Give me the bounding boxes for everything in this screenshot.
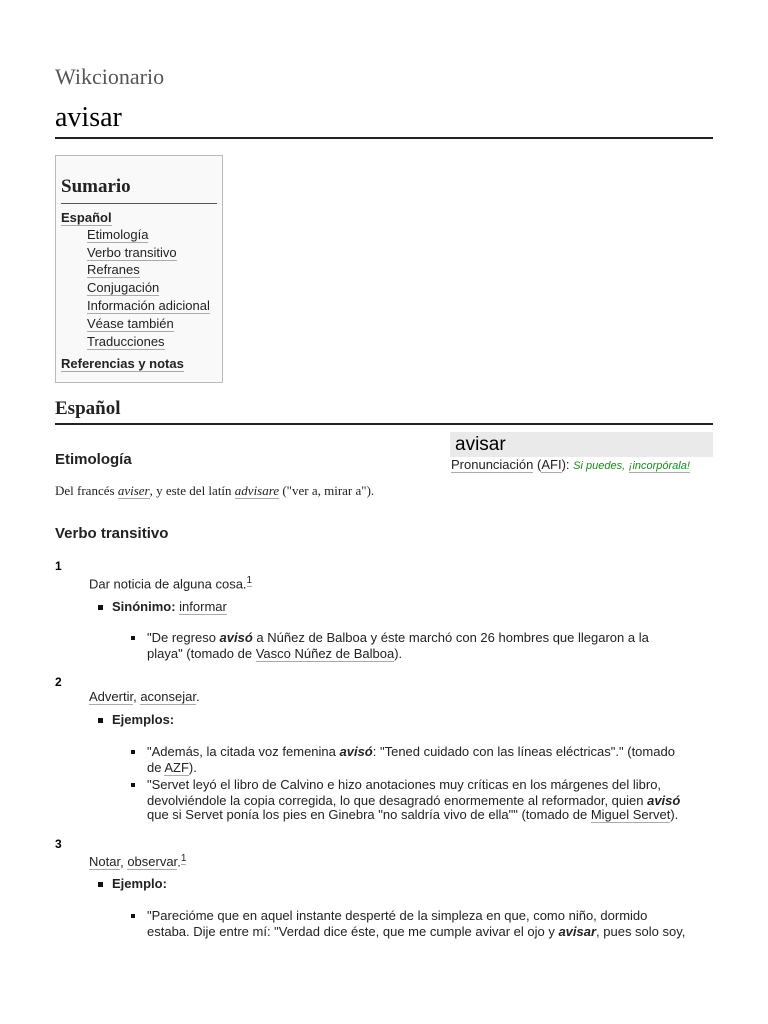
title-divider — [55, 137, 713, 139]
toc-item-espanol[interactable]: Español — [61, 210, 112, 225]
etymology-link-aviser[interactable]: aviser — [117, 483, 150, 498]
example-label — [112, 876, 167, 892]
toc-item-etimologia[interactable]: Etimología — [87, 227, 149, 242]
definition-end: . — [195, 689, 200, 704]
synonym-link-informar[interactable]: informar — [179, 599, 227, 614]
example-text: ). — [394, 646, 403, 661]
example-text: playa" (tomado de — [147, 646, 256, 661]
example-text: estaba. Dije entre mí: "Verdad dice éste, que me cumple avivar el ojo y — [147, 924, 559, 939]
example-text: "De regreso — [147, 630, 220, 645]
etymology-part: , y este del latín — [149, 483, 235, 498]
definition-end: . — [177, 854, 181, 870]
verb-heading: Verbo transitivo — [55, 525, 169, 542]
example-label-text: Ejemplo: — [112, 876, 167, 891]
example-1-line-1 — [147, 630, 649, 646]
sense-number-2: 2 — [55, 675, 62, 689]
pronunciation-link[interactable]: Pronunciación — [451, 457, 534, 472]
example-highlight: avisar — [558, 924, 597, 939]
bullet — [98, 605, 103, 610]
definition-link-aconsejar[interactable]: aconsejar — [140, 689, 196, 704]
example-highlight: avisó — [647, 793, 681, 808]
bullet — [131, 914, 135, 918]
example-2a-line-1 — [147, 744, 675, 760]
reference-link[interactable]: 1 — [180, 853, 187, 864]
examples-label-text: Ejemplos: — [112, 712, 175, 727]
example-text: ). — [670, 807, 679, 822]
source-link-vasco[interactable]: Vasco Núñez de Balboa — [255, 646, 395, 661]
pronunciation-hint: Si puedes, — [573, 460, 626, 472]
toc-item-informacion-adicional[interactable]: Información adicional — [87, 298, 210, 313]
definition-link-notar[interactable]: Notar — [89, 854, 121, 870]
sense-number-1: 1 — [55, 559, 62, 573]
separator: , — [120, 854, 128, 870]
example-2b-line-3 — [147, 807, 678, 823]
synonym-label: Sinónimo: — [112, 599, 176, 614]
etymology-text — [55, 483, 374, 499]
page-title: avisar — [55, 102, 122, 133]
example-text: devolviéndole la copia corregida, lo que desagradó enormemente al reformador, quien — [147, 793, 648, 808]
example-2a-line-2 — [147, 760, 197, 776]
bullet — [131, 783, 135, 787]
example-highlight: avisó — [339, 744, 373, 759]
toc-item-referencias[interactable]: Referencias y notas — [61, 356, 184, 371]
toc-divider — [61, 203, 217, 204]
toc-item-verbo-transitivo[interactable]: Verbo transitivo — [87, 245, 177, 260]
toc-title: Sumario — [61, 176, 131, 197]
example-text: a Núñez de Balboa y éste marchó con 26 hombres que llegaron a la — [252, 630, 649, 645]
definition-link-observar[interactable]: observar — [127, 854, 178, 870]
sense-definition-2 — [89, 689, 200, 704]
example-text: de — [147, 760, 165, 775]
examples-label — [112, 712, 174, 728]
infobox-header — [450, 432, 713, 457]
contribute-link[interactable]: ¡incorpórala! — [628, 460, 690, 472]
language-divider — [55, 423, 713, 425]
example-text: "Además, la citada voz femenina — [147, 744, 340, 759]
bullet — [131, 750, 135, 754]
definition-link-advertir[interactable]: Advertir — [89, 689, 134, 704]
toc-item-refranes[interactable]: Refranes — [87, 262, 140, 277]
sense-definition-1 — [89, 575, 252, 591]
etymology-heading: Etimología — [55, 451, 132, 468]
afi-link[interactable]: AFI — [541, 457, 562, 472]
site-name[interactable]: Wikcionario — [55, 64, 165, 89]
paren-close: ): — [561, 457, 570, 472]
toc-item-conjugacion[interactable]: Conjugación — [87, 280, 160, 295]
example-3-line-1: "Parecióme que en aquel instante desperté de la simpleza en que, como niño, dormido — [147, 908, 648, 923]
example-text: : "Tened cuidado con las líneas eléctricas"." (tomado — [372, 744, 675, 759]
source-link-servet[interactable]: Miguel Servet — [590, 807, 671, 822]
example-text: , pues solo soy, — [596, 924, 686, 939]
bullet — [98, 718, 103, 723]
bullet — [98, 882, 103, 887]
toc-item-traducciones[interactable]: Traducciones — [87, 334, 165, 349]
example-2b-line-1: "Servet leyó el libro de Calvino e hizo anotaciones muy críticas en los márgenes del libro, — [147, 777, 662, 792]
example-1-line-2 — [147, 646, 402, 662]
definition-text: Dar noticia de alguna cosa. — [89, 576, 247, 592]
example-text: ). — [188, 760, 197, 775]
pronunciation-line — [451, 457, 690, 472]
sense-definition-3 — [89, 853, 186, 869]
example-text: que si Servet ponía los pies en Ginebra "no saldría vivo de ella"" (tomado de — [147, 807, 591, 822]
etymology-part: ("ver a, mirar a"). — [279, 483, 375, 498]
reference-link[interactable]: 1 — [246, 575, 253, 586]
etymology-part: Del francés — [55, 483, 118, 498]
language-heading: Español — [55, 398, 121, 419]
table-of-contents — [55, 155, 223, 383]
example-3-line-2 — [147, 924, 685, 940]
separator: , — [133, 689, 141, 704]
source-link-azf[interactable]: AZF — [164, 760, 189, 775]
etymology-link-advisare[interactable]: advisare — [234, 483, 280, 498]
bullet — [131, 636, 135, 640]
example-highlight: avisó — [219, 630, 253, 645]
toc-item-vease-tambien[interactable]: Véase también — [87, 316, 174, 331]
infobox-word: avisar — [455, 434, 506, 455]
paren-open: ( — [537, 457, 542, 472]
synonym-line — [112, 599, 227, 615]
sense-number-3: 3 — [55, 837, 62, 851]
